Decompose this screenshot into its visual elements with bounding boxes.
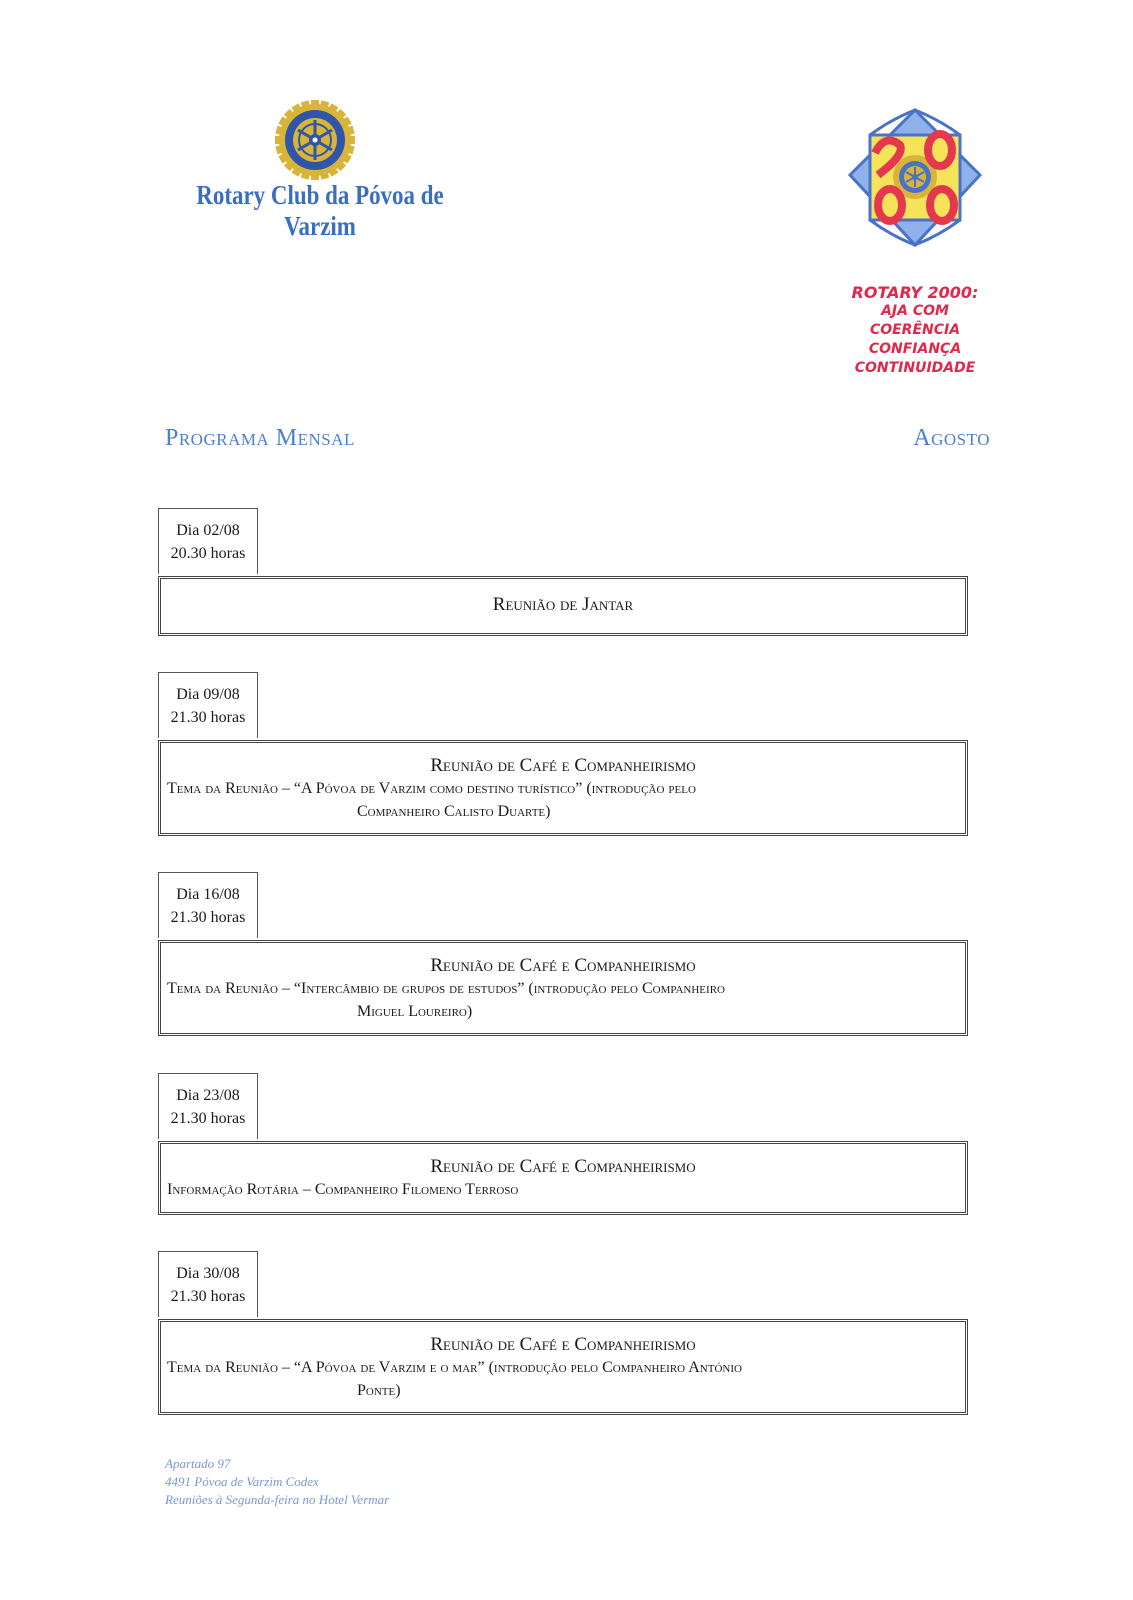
rotary-wheel-logo: [275, 100, 355, 180]
program-title: Programa Mensal: [165, 425, 355, 451]
event-title: Reunião de Café e Companheirismo: [430, 755, 696, 776]
event-desc-line: Tema da Reunião – “A Póvoa de Varzim como destino turístico” (introdução pelo: [167, 780, 696, 797]
event-desc-line: Miguel Loureiro): [357, 1003, 473, 1020]
event-date-box: [158, 1073, 258, 1139]
club-name: Rotary Club da Póvoa de Varzim: [196, 180, 444, 241]
slogan-line: AJA COM: [881, 303, 949, 319]
event-desc-line: Ponte): [357, 1382, 401, 1399]
event-description: [161, 1178, 965, 1201]
event-title: Reunião de Café e Companheirismo: [430, 955, 696, 976]
event-box: [158, 740, 968, 836]
event-date: Dia 09/08: [176, 686, 240, 703]
event-time: 21.30 horas: [170, 909, 246, 926]
footer-line: Reuniões à Segunda-feira no Hotel Vermar: [165, 1492, 390, 1507]
event-desc-line: Tema da Reunião – “Intercâmbio de grupos de estudos” (introdução pelo Companheiro: [167, 980, 725, 997]
event-box: [158, 1141, 968, 1215]
event-date-box: [158, 672, 258, 738]
event-date: Dia 16/08: [176, 886, 240, 903]
event-date-box: [158, 508, 258, 574]
slogan-line: COERÊNCIA: [869, 322, 961, 338]
rotary-2000-logo: [830, 105, 1000, 255]
event-title: Reunião de Jantar: [492, 594, 634, 615]
event-date-box: [158, 872, 258, 938]
event-box: [158, 1319, 968, 1415]
slogan-line: CONTINUIDADE: [854, 360, 976, 376]
event-description: [161, 977, 965, 1023]
event-date: Dia 23/08: [176, 1087, 240, 1104]
event-title: Reunião de Café e Companheirismo: [430, 1156, 696, 1177]
event-desc-line: Companheiro Calisto Duarte): [357, 803, 551, 820]
event-time: 21.30 horas: [170, 709, 246, 726]
event-time: 21.30 horas: [170, 1110, 246, 1127]
slogan-line: ROTARY 2000:: [851, 283, 979, 302]
event-date: Dia 30/08: [176, 1265, 240, 1282]
event-time: 20.30 horas: [170, 545, 246, 562]
event-box: [158, 576, 968, 636]
event-date-box: [158, 1251, 258, 1317]
slogan: [830, 283, 1000, 378]
footer-line: Apartado 97: [165, 1456, 231, 1471]
slogan-line: CONFIANÇA: [868, 341, 962, 357]
event-title: Reunião de Café e Companheirismo: [430, 1334, 696, 1355]
footer-line: 4491 Póvoa de Varzim Codex: [165, 1474, 319, 1489]
program-month: Agosto: [913, 425, 990, 451]
footer-address: [165, 1455, 389, 1509]
event-box: [158, 940, 968, 1036]
event-date: Dia 02/08: [176, 522, 240, 539]
event-time: 21.30 horas: [170, 1288, 246, 1305]
event-description: [161, 777, 965, 823]
event-desc-line: Informação Rotária – Companheiro Filomeno Terroso: [167, 1181, 519, 1198]
event-description: [161, 1356, 965, 1402]
event-desc-line: Tema da Reunião – “A Póvoa de Varzim e o mar” (introdução pelo Companheiro António: [167, 1359, 742, 1376]
